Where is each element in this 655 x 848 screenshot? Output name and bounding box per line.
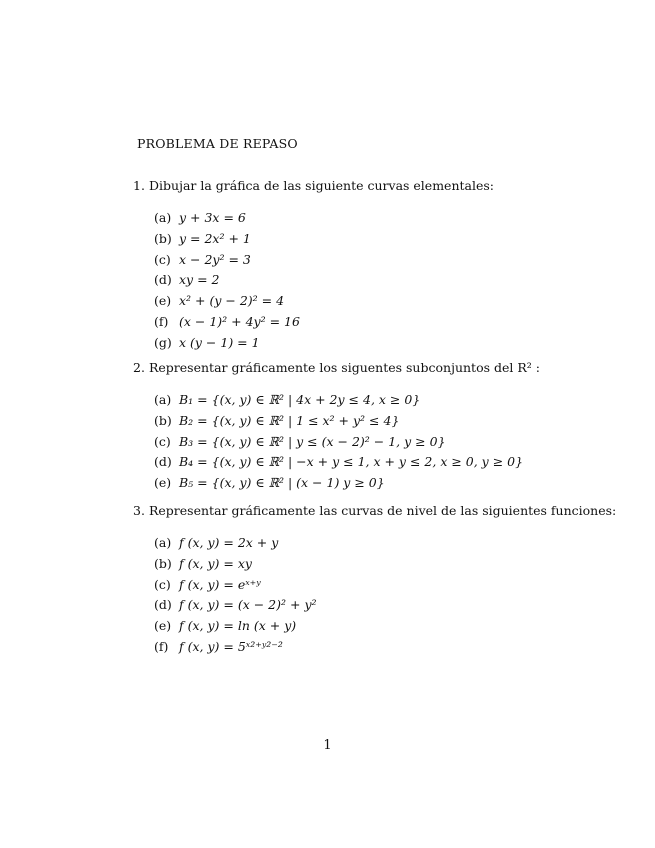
page-number: 1 <box>323 738 332 753</box>
item-label: (f) <box>154 313 169 329</box>
question-2-heading <box>133 360 633 376</box>
list-item <box>154 250 633 271</box>
list-item <box>154 333 633 354</box>
item-label: (a) <box>154 535 172 550</box>
list-item <box>154 452 633 473</box>
item-label: (e) <box>154 618 172 634</box>
list-item <box>154 270 633 291</box>
list-item <box>154 390 633 411</box>
question-3-prompt: Representar gráficamente las curvas de nivel de las siguientes funciones: <box>149 503 617 518</box>
item-label: (g) <box>154 334 172 350</box>
item-label: (d) <box>154 454 172 470</box>
list-item <box>154 575 633 596</box>
question-1-number: 1. <box>133 178 145 193</box>
page-title: PROBLEMA DE REPASO <box>137 136 298 151</box>
item-expression: y + 3x = 6 <box>179 210 246 225</box>
question-2-items <box>133 390 633 494</box>
item-expression: B₃ = {(x, y) ∈ ℝ² | y ≤ (x − 2)² − 1, y ≥ 0} <box>179 433 446 449</box>
list-item <box>154 616 633 637</box>
question-1 <box>133 178 633 354</box>
item-label: (b) <box>154 555 172 571</box>
question-2 <box>133 360 633 494</box>
list-item <box>154 533 633 554</box>
list-item <box>154 432 633 453</box>
question-1-prompt: Dibujar la gráfica de las siguiente curvas elementales: <box>149 178 495 193</box>
item-label: (d) <box>154 597 172 613</box>
question-3-items <box>133 533 633 658</box>
item-label: (e) <box>154 475 172 491</box>
item-expression: B₅ = {(x, y) ∈ ℝ² | (x − 1) y ≥ 0} <box>179 475 385 491</box>
item-label: (d) <box>154 272 172 288</box>
question-3 <box>133 503 633 658</box>
item-expression: x (y − 1) = 1 <box>179 334 260 350</box>
item-expression: f (x, y) = xy <box>179 555 252 571</box>
list-item <box>154 411 633 432</box>
item-label: (f) <box>154 638 169 654</box>
question-3-number: 3. <box>133 503 145 518</box>
list-item <box>154 595 633 616</box>
list-item <box>154 229 633 250</box>
item-expression: y = 2x² + 1 <box>179 230 251 246</box>
item-expression: x − 2y² = 3 <box>179 251 251 267</box>
item-label: (c) <box>154 433 171 449</box>
item-expression: B₂ = {(x, y) ∈ ℝ² | 1 ≤ x² + y² ≤ 4} <box>179 412 400 428</box>
list-item <box>154 291 633 312</box>
list-item <box>154 637 633 658</box>
list-item <box>154 312 633 333</box>
question-1-heading <box>133 178 633 194</box>
item-expression: f (x, y) = (x − 2)² + y² <box>179 597 317 613</box>
item-expression: f (x, y) = 2x + y <box>179 535 279 550</box>
item-label: (b) <box>154 412 172 428</box>
item-label: (a) <box>154 392 172 407</box>
question-3-heading <box>133 503 633 519</box>
list-item <box>154 554 633 575</box>
item-label: (a) <box>154 210 172 225</box>
list-item <box>154 208 633 229</box>
item-expression: f (x, y) = ln (x + y) <box>179 618 297 634</box>
question-2-prompt: Representar gráficamente los siguentes subconjuntos del R² : <box>149 360 540 375</box>
item-expression: f (x, y) = eˣ⁺ʸ <box>179 576 261 592</box>
item-expression: x² + (y − 2)² = 4 <box>179 293 285 309</box>
item-expression: xy = 2 <box>179 272 220 288</box>
item-expression: (x − 1)² + 4y² = 16 <box>179 313 300 329</box>
list-item <box>154 473 633 494</box>
item-label: (c) <box>154 576 171 592</box>
item-label: (e) <box>154 293 172 309</box>
item-expression: B₁ = {(x, y) ∈ ℝ² | 4x + 2y ≤ 4, x ≥ 0} <box>179 392 421 407</box>
question-1-items <box>133 208 633 354</box>
question-2-number: 2. <box>133 360 145 375</box>
item-expression: f (x, y) = 5ˣ²⁺ʸ²⁻² <box>179 638 283 654</box>
item-expression: B₄ = {(x, y) ∈ ℝ² | −x + y ≤ 1, x + y ≤ 2, x ≥ 0, y ≥ 0} <box>179 454 524 470</box>
item-label: (b) <box>154 230 172 246</box>
item-label: (c) <box>154 251 171 267</box>
